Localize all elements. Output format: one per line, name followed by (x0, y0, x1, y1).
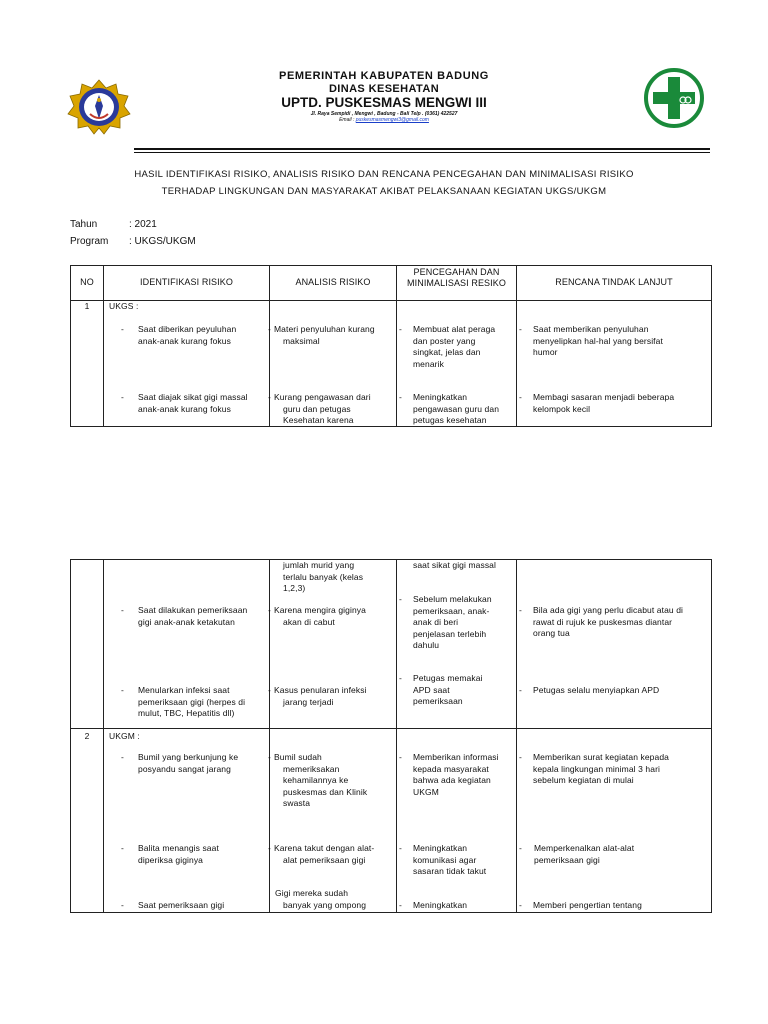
analisis-5: Bumil sudah memeriksakan kehamilannya ke puskesmas dan Klinik swasta (274, 752, 368, 808)
analisis-2-continued: jumlah murid yang terlalu banyak (kelas 1,2,3) (283, 560, 364, 593)
email-link[interactable]: puskesmasmengwi3@gmail.com (355, 117, 429, 123)
header-rule-thick (134, 148, 710, 150)
risk-table-part1 (70, 265, 712, 427)
group-ukgm: UKGM : (109, 731, 140, 741)
identifikasi-4: Menularkan infeksi saat pemeriksaan gigi (herpes di mulut, TBC, Hepatitis dll) (138, 685, 246, 718)
header-rencana: RENCANA TINDAK LANJUT (555, 277, 673, 287)
dash: - (121, 752, 124, 762)
dash: - (399, 900, 402, 910)
pencegahan-1: Membuat alat peraga dan poster yang singkat, jelas dan menarik (413, 324, 496, 369)
identifikasi-1: Saat diberikan peyuluhan anak-anak kurang fokus (138, 324, 237, 346)
dash: - (399, 843, 402, 853)
dash: - (268, 324, 271, 334)
analisis-2: Kurang pengawasan dari guru dan petugas Kesehatan karena (274, 392, 371, 425)
dash: - (399, 752, 402, 762)
identifikasi-3: Saat dilakukan pemeriksaan gigi anak-anak ketakutan (138, 605, 248, 627)
group-ukgs: UKGS : (109, 301, 139, 311)
identifikasi-2: Saat diajak sikat gigi massal anak-anak kurang fokus (138, 392, 248, 414)
dash: - (519, 843, 522, 853)
header-identifikasi: IDENTIFIKASI RISIKO (140, 277, 233, 287)
rencana-7: Memberi pengertian tentang (533, 900, 642, 910)
rencana-3: Bila ada gigi yang perlu dicabut atau di rawat di rujuk ke puskesmas diantar orang tua (533, 605, 684, 638)
dash: - (121, 324, 124, 334)
rencana-2: Membagi sasaran menjadi beberapa kelompok kecil (533, 392, 675, 414)
rencana-1: Saat memberikan penyuluhan menyelipkan hal-hal yang bersifat humor (533, 324, 663, 357)
analisis-7-line2: banyak yang ompong (283, 900, 367, 910)
pencegahan-7: Meningkatkan (413, 900, 468, 910)
dash: - (121, 900, 124, 910)
dash: - (399, 392, 402, 402)
dash: - (399, 324, 402, 334)
row-number-2: 2 (84, 731, 90, 741)
analisis-6: Karena takut dengan alat- alat pemeriksaan gigi (274, 843, 375, 865)
dash: - (121, 685, 124, 695)
dash: - (268, 843, 271, 853)
dash: - (268, 685, 271, 695)
pencegahan-2-continued: saat sikat gigi massal (413, 560, 496, 570)
dash: - (519, 900, 522, 910)
analisis-1: Materi penyuluhan kurang maksimal (274, 324, 375, 346)
identifikasi-7: Saat pemeriksaan gigi (138, 900, 225, 910)
pencegahan-6: Meningkatkan komunikasi agar sasaran tidak takut (413, 843, 487, 876)
dash: - (519, 324, 522, 334)
dash: - (121, 843, 124, 853)
header-government: PEMERINTAH KABUPATEN BADUNG (279, 70, 489, 82)
identifikasi-5: Bumil yang berkunjung ke posyandu sangat jarang (138, 752, 239, 774)
header-department: DINAS KESEHATAN (328, 83, 440, 95)
dash: - (121, 392, 124, 402)
document-title-line2: TERHADAP LINGKUNGAN DAN MASYARAKAT AKIBAT PELAKSANAAN KEGIATAN UKGS/UKGM (161, 186, 607, 197)
program-value: : UKGS/UKGM (129, 236, 196, 247)
rencana-4: Petugas selalu menyiapkan APD (533, 685, 660, 695)
dash: - (519, 392, 522, 402)
dash: - (519, 752, 522, 762)
analisis-7-line1: Gigi mereka sudah (275, 888, 349, 898)
dash: - (519, 685, 522, 695)
pencegahan-5: Memberikan informasi kepada masyarakat bahwa ada kegiatan UKGM (413, 752, 499, 797)
dash: - (268, 392, 271, 402)
header-no: NO (80, 277, 94, 287)
analisis-3: Karena mengira giginya akan di cabut (274, 605, 366, 627)
dash: - (399, 594, 402, 604)
dash: - (268, 605, 271, 615)
header-institution: UPTD. PUSKESMAS MENGWI III (281, 95, 487, 110)
header-analisis: ANALISIS RISIKO (295, 277, 371, 287)
header-email-line (0, 117, 768, 123)
tahun-label: Tahun (70, 219, 98, 230)
risk-table-part2 (70, 559, 712, 913)
dash: - (268, 752, 271, 762)
dash: - (121, 605, 124, 615)
program-label: Program (70, 236, 109, 247)
pencegahan-3: Sebelum melakukan pemeriksaan, anak- anak di beri penjelasan terlebih dahulu (413, 594, 492, 650)
header-address: Jl. Raya Sempidi , Mengwi , Badung - Bali Telp . (0361) 422527 (310, 111, 458, 117)
rencana-5: Memberikan surat kegiatan kepada kepala lingkungan minimal 3 hari sebelum kegiatan di mulai (533, 752, 669, 785)
analisis-4: Kasus penularan infeksi jarang terjadi (274, 685, 367, 707)
dash: - (519, 605, 522, 615)
header-rule-thin (134, 152, 710, 153)
pencegahan-4: Petugas memakai APD saat pemeriksaan (413, 673, 483, 706)
pencegahan-2: Meningkatkan pengawasan guru dan petugas kesehatan (413, 392, 500, 425)
dash: - (399, 673, 402, 683)
document-title-line1: HASIL IDENTIFIKASI RISIKO, ANALISIS RISIKO DAN RENCANA PENCEGAHAN DAN MINIMALISASI RISIKO (134, 169, 634, 180)
row-number-1: 1 (84, 301, 90, 311)
email-label: Email : (339, 117, 355, 123)
identifikasi-6: Balita menangis saat diperiksa giginya (138, 843, 219, 865)
tahun-value: : 2021 (129, 219, 157, 230)
rencana-6: Memperkenalkan alat-alat pemeriksaan gigi (534, 843, 635, 865)
header-pencegahan: PENCEGAHAN DAN MINIMALISASI RESIKO (407, 267, 506, 288)
